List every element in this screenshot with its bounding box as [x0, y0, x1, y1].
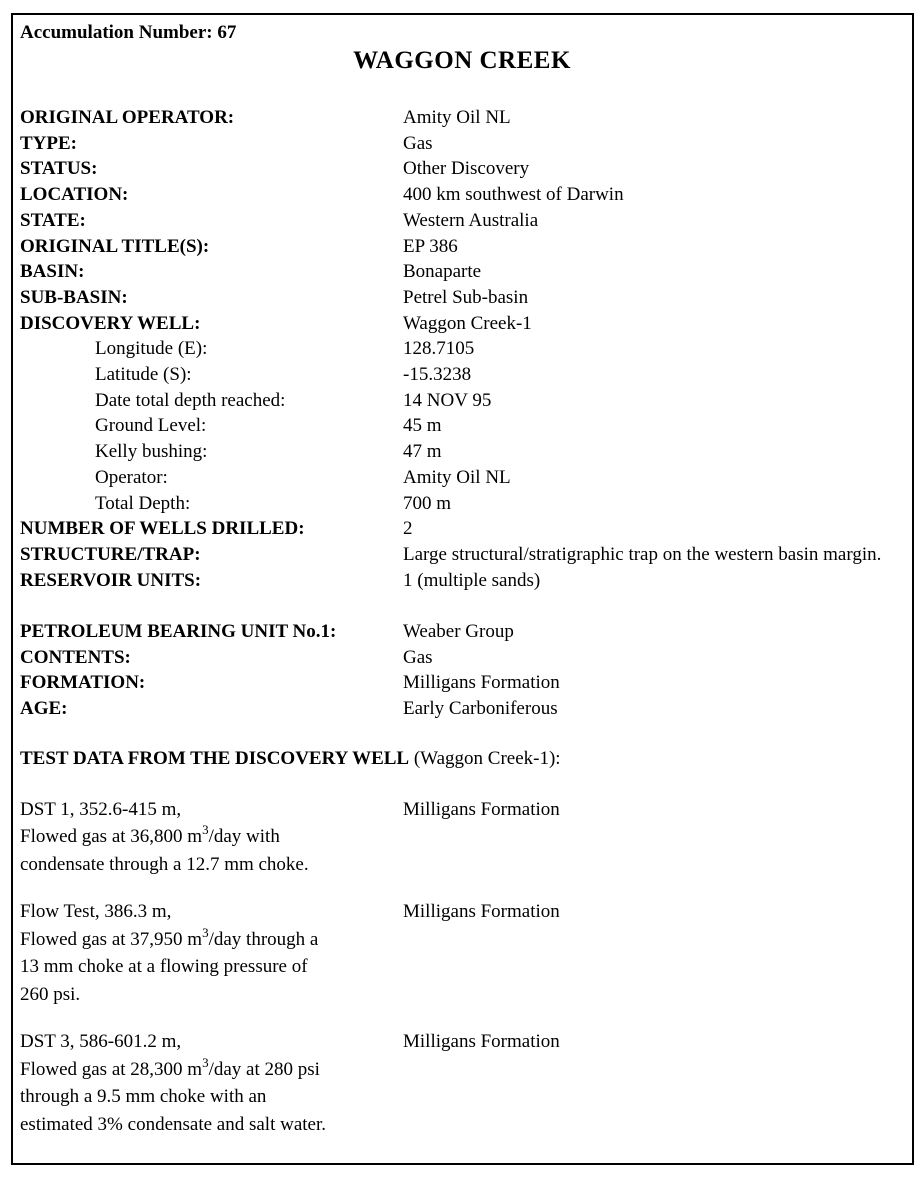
field-row: [20, 336, 904, 362]
field-row: [20, 362, 904, 388]
field-value: Weaber Group: [403, 621, 514, 643]
test-description-line: Flowed gas at 28,300 $m^3$/day at 280 psi: [20, 1054, 320, 1080]
field-row: [20, 285, 904, 311]
field-value: Amity Oil NL: [403, 107, 511, 128]
field-value: 1 (multiple sands): [403, 569, 541, 591]
field-row: [20, 413, 904, 439]
test-description: [20, 898, 403, 1008]
field-row: [20, 311, 904, 337]
field-label: Ground Level:: [95, 415, 207, 437]
page-title: WAGGON CREEK: [353, 47, 571, 74]
field-row: [20, 156, 904, 182]
test-formation: Milligans Formation: [403, 1031, 560, 1053]
superscript: 3: [202, 822, 209, 838]
field-value: 47 m: [403, 441, 442, 463]
test-description-line: Flowed gas at 36,800 $m^3$/day with: [20, 822, 280, 848]
field-value: EP 386: [403, 235, 458, 257]
field-value: Petrel Sub-basin: [403, 286, 529, 308]
field-value: Bonaparte: [403, 261, 482, 283]
test-heading-suffix: (Waggon Creek-1):: [409, 747, 561, 769]
superscript: 3: [202, 1054, 209, 1070]
field-value: Gas: [403, 132, 433, 154]
field-row: [20, 491, 904, 517]
field-label: NUMBER OF WELLS DRILLED:: [20, 518, 305, 540]
fields-list: [20, 105, 904, 722]
field-row: [20, 234, 904, 260]
field-row: [20, 439, 904, 465]
field-label: FORMATION:: [20, 672, 146, 694]
field-label: DISCOVERY WELL:: [20, 312, 201, 334]
field-row: [20, 465, 904, 491]
field-label: Date total depth reached:: [95, 389, 286, 411]
field-value: Waggon Creek-1: [403, 312, 532, 334]
test-formation: Milligans Formation: [403, 798, 560, 820]
document-page: [11, 13, 914, 1165]
field-value: Milligans Formation: [403, 672, 560, 694]
field-label: STATUS:: [20, 158, 98, 180]
field-row: [20, 259, 904, 285]
field-label: CONTENTS:: [20, 646, 131, 668]
field-row: [20, 182, 904, 208]
test-description: [20, 796, 403, 879]
test-description-line: condensate through a 12.7 mm choke.: [20, 853, 309, 875]
superscript: 3: [202, 924, 209, 940]
field-value: 700 m: [403, 492, 452, 514]
field-value: Large structural/stratigraphic trap on the western basin margin.: [403, 543, 882, 565]
field-row: [20, 131, 904, 157]
field-label: Operator:: [95, 466, 168, 488]
test-entry: [20, 1028, 904, 1138]
test-formation: Milligans Formation: [403, 901, 560, 923]
test-entry: [20, 898, 904, 1008]
field-label: TYPE:: [20, 132, 77, 154]
field-value: 2: [403, 518, 413, 540]
field-row: [20, 696, 904, 722]
test-description-line: DST 3, 586-601.2 m,: [20, 1031, 182, 1053]
field-label: Total Depth:: [95, 492, 191, 514]
field-row: [20, 542, 904, 568]
field-row: [20, 105, 904, 131]
field-row: [20, 208, 904, 234]
field-row: [20, 516, 904, 542]
test-description-line: 13 mm choke at a flowing pressure of: [20, 956, 308, 978]
field-label: PETROLEUM BEARING UNIT No.1:: [20, 621, 337, 643]
test-description-line: Flow Test, 386.3 m,: [20, 901, 172, 923]
test-description-line: DST 1, 352.6-415 m,: [20, 798, 182, 820]
field-row: [20, 645, 904, 671]
field-row: [20, 670, 904, 696]
field-spacer: [20, 593, 904, 619]
field-row: [20, 388, 904, 414]
field-row: [20, 568, 904, 594]
field-row: [20, 619, 904, 645]
field-label: Latitude (S):: [95, 364, 192, 386]
field-value: Other Discovery: [403, 158, 530, 180]
field-value: 14 NOV 95: [403, 389, 492, 411]
test-description-line: Flowed gas at 37,950 $m^3$/day through a: [20, 924, 319, 950]
field-value: Gas: [403, 646, 433, 668]
accumulation-number: Accumulation Number: 67: [20, 22, 237, 43]
test-description-line: through a 9.5 mm choke with an: [20, 1086, 267, 1108]
field-label: STRUCTURE/TRAP:: [20, 543, 201, 565]
field-label: ORIGINAL OPERATOR:: [20, 107, 235, 128]
field-label: RESERVOIR UNITS:: [20, 569, 202, 591]
field-label: Longitude (E):: [95, 338, 208, 360]
field-label: Kelly bushing:: [95, 441, 208, 463]
field-label: AGE:: [20, 698, 68, 720]
field-label: STATE:: [20, 209, 86, 231]
field-value: Western Australia: [403, 209, 539, 231]
test-heading-main: TEST DATA FROM THE DISCOVERY WELL: [20, 747, 410, 769]
field-value: -15.3238: [403, 364, 472, 386]
field-label: ORIGINAL TITLE(S):: [20, 235, 210, 257]
field-label: LOCATION:: [20, 184, 129, 206]
field-value: Early Carboniferous: [403, 698, 558, 720]
field-value: 400 km southwest of Darwin: [403, 184, 624, 206]
field-label: BASIN:: [20, 261, 85, 283]
test-entries: [20, 796, 904, 1139]
test-description-line: estimated 3% condensate and salt water.: [20, 1113, 327, 1135]
field-label: SUB-BASIN:: [20, 286, 128, 308]
field-value: 128.7105: [403, 338, 475, 360]
field-value: 45 m: [403, 415, 442, 437]
test-data-heading: [20, 746, 904, 772]
field-value: Amity Oil NL: [403, 466, 511, 488]
test-description: [20, 1028, 403, 1138]
test-description-line: 260 psi.: [20, 983, 81, 1005]
test-entry: [20, 796, 904, 879]
